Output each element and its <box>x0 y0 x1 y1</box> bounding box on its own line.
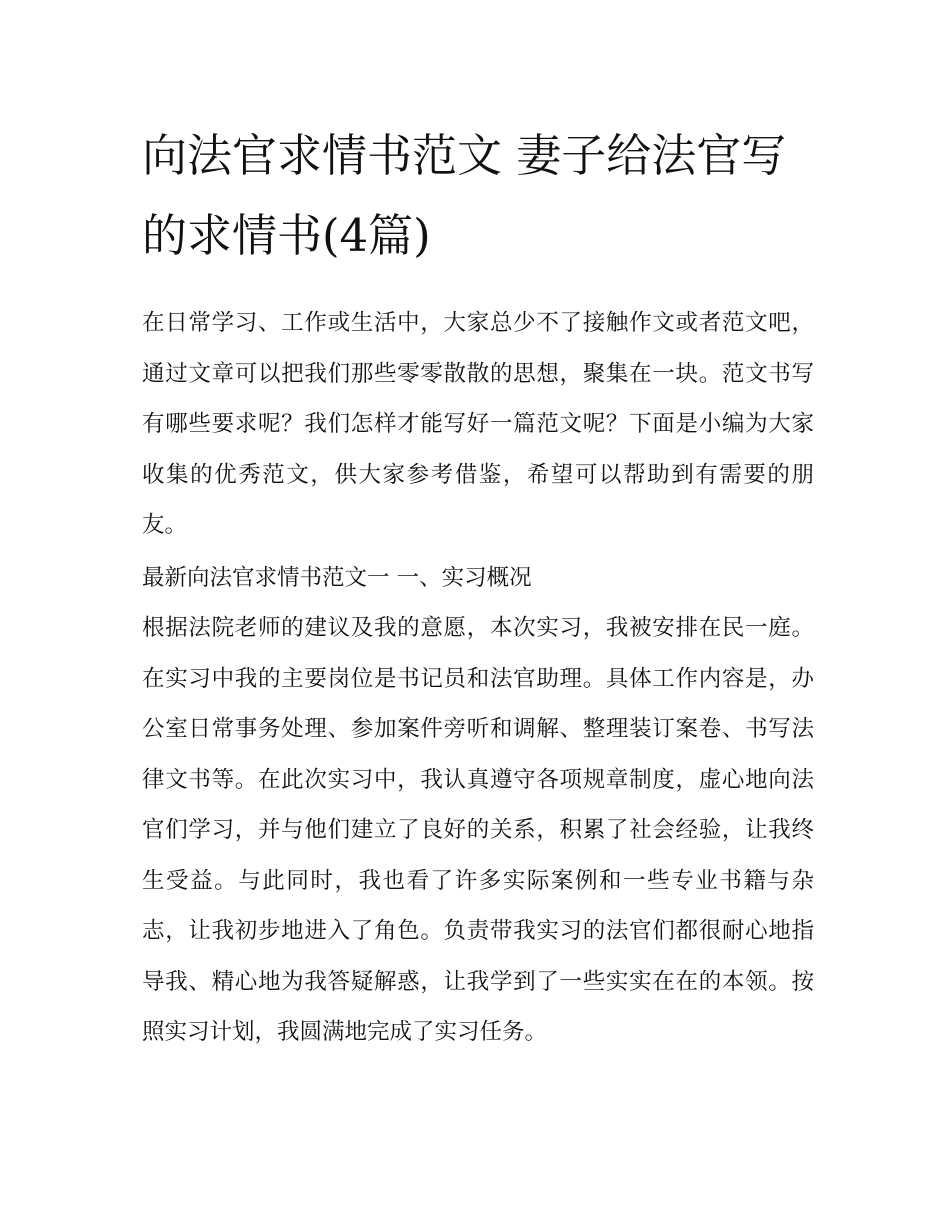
document-title: 向法官求情书范文 妻子给法官写的求情书(4篇) <box>142 129 787 262</box>
body-paragraph: 根据法院老师的建议及我的意愿，本次实习，我被安排在民一庭。在实习中我的主要岗位是书记员和法官助理。具体工作内容是，办公室日常事务处理、参加案件旁听和调解、整理装订案卷、书写法律文书等。在此次实习中，我认真遵守各项规章制度，虚心地向法官们学习，并与他们建立了良好的关系，积累了社会经验，让我终生受益。与此同时，我也看了许多实际案例和一些专业书籍与杂志，让我初步地进入了角色。负责带我实习的法官们都很耐心地指导我、精心地为我答疑解惑，让我学到了一些实实在在的本领。按照实习计划，我圆满地完成了实习任务。 <box>142 615 814 1045</box>
document-page <box>142 116 814 1058</box>
intro-paragraph: 在日常学习、工作或生活中，大家总少不了接触作文或者范文吧，通过文章可以把我们那些零零散散的思想，聚集在一块。范文书写有哪些要求呢？我们怎样才能写好一篇范文呢？下面是小编为大家收集的优秀范文，供大家参考借鉴，希望可以帮助到有需要的朋友。 <box>142 310 814 538</box>
section-heading: 最新向法官求情书范文一 一、实习概况 <box>142 564 532 591</box>
